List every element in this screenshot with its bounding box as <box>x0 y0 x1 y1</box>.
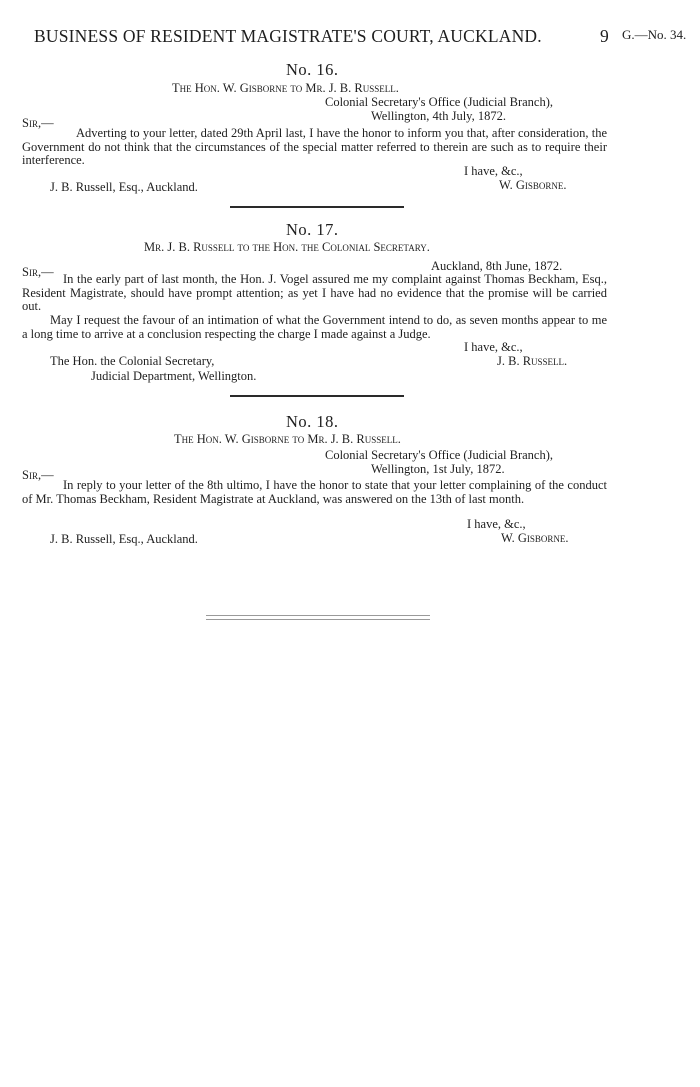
sender-address: Colonial Secretary's Office (Judicial Branch), <box>325 95 553 109</box>
letter-number: No. 18. <box>286 412 339 431</box>
letter-paragraph: Adverting to your letter, dated 29th April last, I have the honor to inform you that, after consideration, the Government do not think that the circumstances of the special matter referred to therein are such as to require their interference. <box>22 126 607 167</box>
letter-heading: The Hon. W. Gisborne to Mr. J. B. Russell. <box>174 432 401 446</box>
salutation: Sir,— <box>22 116 54 130</box>
letter-heading: Mr. J. B. Russell to the Hon. the Colonial Secretary. <box>144 240 430 254</box>
section-divider <box>230 206 404 208</box>
letter-addressee: The Hon. the Colonial Secretary, <box>50 354 215 368</box>
letter-date: Wellington, 4th July, 1872. <box>371 109 506 123</box>
letter-signature: W. Gisborne. <box>499 178 567 192</box>
letter-number: No. 17. <box>286 220 339 239</box>
paper-number: G.—No. 34. <box>622 27 687 42</box>
salutation: Sir,— <box>22 265 54 279</box>
letter-number: No. 16. <box>286 60 339 79</box>
end-rule <box>206 619 430 620</box>
salutation: Sir,— <box>22 468 54 482</box>
sender-address: Colonial Secretary's Office (Judicial Branch), <box>325 448 553 462</box>
letter-signature: J. B. Russell. <box>497 354 568 368</box>
letter-addressee: J. B. Russell, Esq., Auckland. <box>50 532 198 546</box>
letter-closing: I have, &c., <box>464 164 523 178</box>
end-rule <box>206 615 430 616</box>
letter-addressee: J. B. Russell, Esq., Auckland. <box>50 180 198 194</box>
running-head <box>34 26 609 47</box>
letter-heading: The Hon. W. Gisborne to Mr. J. B. Russell. <box>172 81 399 95</box>
letter-paragraph: May I request the favour of an intimation of what the Government intend to do, as seven months appear to me a long time to arrive at a conclusion respecting the charge I made against a Judge. <box>22 313 607 341</box>
letter-addressee-line2: Judicial Department, Wellington. <box>91 369 257 383</box>
letter-paragraph: In reply to your letter of the 8th ultimo, I have the honor to state that your letter complaining of the conduct of Mr. Thomas Beckham, Resident Magistrate at Auckland, was answered on the 13th of last month. <box>22 478 607 506</box>
letter-paragraph: In the early part of last month, the Hon. J. Vogel assured me my complaint against Thomas Beckham, Esq., Resident Magistrate, should have prompt attention; as yet I have had no evidence that the promise will be carried out. <box>22 272 607 313</box>
section-divider <box>230 395 404 397</box>
letter-closing: I have, &c., <box>467 517 526 531</box>
page-number: 9 <box>600 26 609 46</box>
running-head-title: BUSINESS OF RESIDENT MAGISTRATE'S COURT, AUCKLAND. <box>34 26 542 46</box>
letter-closing: I have, &c., <box>464 340 523 354</box>
letter-signature: W. Gisborne. <box>501 531 569 545</box>
letter-date: Auckland, 8th June, 1872. <box>431 259 563 273</box>
letter-date: Wellington, 1st July, 1872. <box>371 462 505 476</box>
